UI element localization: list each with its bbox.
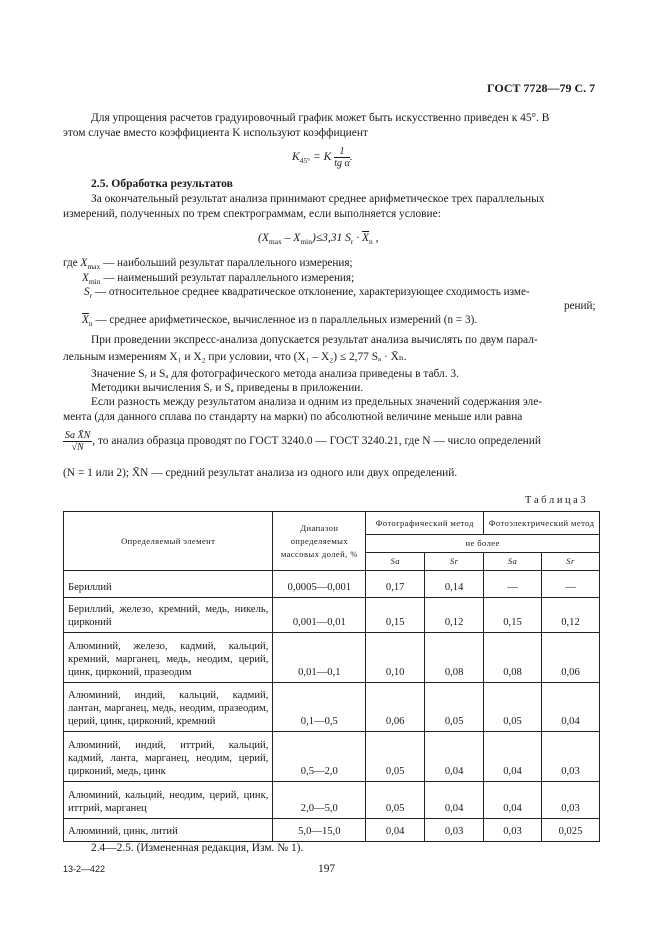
formula-k45-eq: = K <box>313 151 332 164</box>
row-range: 0,001—0,01 <box>273 598 366 633</box>
formula-condition-minus: – X <box>281 232 301 244</box>
row-element: Алюминий, кальций, неодим, церий, цинк, иттрий, марганец <box>64 782 273 819</box>
row-sa-photoel: 0,05 <box>484 683 542 732</box>
def-sr <box>84 285 600 303</box>
row-sr-photo: 0,04 <box>425 782 484 819</box>
row-sr-photoel: 0,04 <box>541 683 599 732</box>
formula-k45-fraction <box>334 146 350 169</box>
row-range: 0,01—0,1 <box>273 633 366 683</box>
col-range-header: Диапазон определяемых массовых долей, % <box>273 512 366 571</box>
col-sr-photoel: Sr <box>541 553 599 571</box>
formula-k45-lhs: K <box>292 151 300 164</box>
intro-line-2: этом случае вместо коэффициента K используют коэффициент <box>63 127 368 139</box>
row-sa-photoel: 0,03 <box>484 819 542 842</box>
row-sa-photo: 0,06 <box>366 683 425 732</box>
printer-code: 13-2—422 <box>63 864 106 874</box>
def-xmax-sub: max <box>87 262 101 271</box>
difference-line-4: (N = 1 или 2); X̄N — средний результат анализа из одного или двух определений. <box>63 467 458 479</box>
row-sa-photoel: 0,08 <box>484 633 542 683</box>
running-head: ГОСТ 7728—79 С. 7 <box>487 81 596 95</box>
formula-condition-dot: · <box>353 232 363 244</box>
def-xn <box>82 313 477 331</box>
def-sr-symbol: S <box>84 286 90 298</box>
row-sr-photo: 0,03 <box>425 819 484 842</box>
row-sr-photoel: 0,12 <box>541 598 599 633</box>
express-line-2: лельным измерениям X₁ и X₂ при условии, что (X₁ – X₂) ≤ 2,77 Sₐ · X̄ₙ. <box>63 351 407 363</box>
row-sr-photo: 0,14 <box>425 571 484 598</box>
formula-k45-sub: 45° <box>299 156 311 166</box>
col-element-header: Определяемый элемент <box>64 512 273 571</box>
col-sa-photoel: Sa <box>484 553 542 571</box>
table-row <box>64 819 600 842</box>
row-element: Алюминий, железо, кадмий, кальций, кремний, марганец, медь, неодим, церий, цинк, цирконий, празеодим <box>64 633 273 683</box>
formula-condition-min: min <box>300 237 312 246</box>
express-line-1: При проведении экспресс-анализа допускается результат анализа вычислять по двум парал- <box>91 334 538 346</box>
row-sa-photo: 0,05 <box>366 732 425 782</box>
col-photo-header: Фотографический метод <box>366 512 484 535</box>
intro-line-1: Для упрощения расчетов градуировочный график может быть искусственно приведен к 45°. В <box>91 112 550 124</box>
row-sa-photo: 0,17 <box>366 571 425 598</box>
row-sr-photoel: — <box>541 571 599 598</box>
row-element: Алюминий, индий, кальций, кадмий, лантан, марганец, медь, неодим, празеодим, церий, цинк, цирконий, кремний <box>64 683 273 732</box>
row-element: Алюминий, индий, иттрий, кальций, кадмий, ланта, марганец, неодим, церий, цирконий, медь, цинк <box>64 732 273 782</box>
row-sa-photo: 0,15 <box>366 598 425 633</box>
row-sr-photoel: 0,025 <box>541 819 599 842</box>
def-sr-text-1: — относительное среднее квадратическое отклонение, характеризующее сходимость изме- <box>94 286 530 298</box>
row-sa-photoel: 0,04 <box>484 732 542 782</box>
table-row <box>64 782 600 819</box>
col-sa-photo: Sa <box>366 553 425 571</box>
row-range: 0,0005—0,001 <box>273 571 366 598</box>
difference-line-2: мента (для данного сплава по стандарту на марки) по абсолютной величине меньше или равна <box>63 411 523 423</box>
section-p1-line-2: измерений, полученных по трем спектрограммам, если выполняется условие: <box>63 208 441 220</box>
def-xmax-symbol: X <box>80 257 88 269</box>
row-sr-photoel: 0,03 <box>541 732 599 782</box>
def-where: где <box>63 257 78 269</box>
formula-k45-num: 1 <box>334 146 350 158</box>
def-xmin-text: — наименьший результат параллельного измерения; <box>103 272 355 284</box>
def-sr-text-2: рений; <box>564 300 596 312</box>
difference-line-3-wrap <box>63 430 600 453</box>
def-xn-symbol: $\overline{X}$ <box>82 314 89 326</box>
row-sr-photo: 0,05 <box>425 683 484 732</box>
table-3 <box>63 511 600 842</box>
def-xmin-sub: min <box>88 277 101 286</box>
row-sr-photoel: 0,06 <box>541 633 599 683</box>
row-sa-photo: 0,10 <box>366 633 425 683</box>
row-sr-photoel: 0,03 <box>541 782 599 819</box>
table-row <box>64 633 600 683</box>
formula-condition-max: max <box>268 237 282 246</box>
difference-frac-num: Sa X̄N <box>65 430 91 441</box>
section-p1-line-1: За окончательный результат анализа принимают среднее арифметическое трех параллельных <box>91 193 545 205</box>
def-xn-text: — среднее арифметическое, вычисленное из n параллельных измерений (n = 3). <box>95 314 478 326</box>
row-sr-photo: 0,08 <box>425 633 484 683</box>
row-range: 2,0—5,0 <box>273 782 366 819</box>
col-sr-photo: Sr <box>425 553 484 571</box>
row-element: Бериллий <box>64 571 273 598</box>
not-more-header: не более <box>366 535 600 553</box>
formula-k45 <box>292 146 353 169</box>
difference-line-1: Если разность между результатом анализа и одним из предельных значений содержания эле- <box>91 396 543 408</box>
table-row <box>64 683 600 732</box>
values-note: Значение Sᵣ и Sₐ для фотографического метода анализа приведены в табл. 3. <box>91 368 459 380</box>
formula-condition-xbar: $\overline{X}$ <box>362 232 370 244</box>
row-element: Бериллий, железо, кремний, медь, никель, цирконий <box>64 598 273 633</box>
table-row <box>64 598 600 633</box>
def-sr-sub: r <box>89 291 93 300</box>
row-range: 0,5—2,0 <box>273 732 366 782</box>
table-row <box>64 571 600 598</box>
formula-condition-end: , <box>372 232 379 244</box>
methods-note: Методики вычисления Sᵣ и Sₐ приведены в приложении. <box>91 382 364 394</box>
col-photoel-header: Фотоэлектрический метод <box>484 512 600 535</box>
formula-k45-end: . <box>349 151 353 164</box>
difference-frac-den: √N <box>71 442 84 453</box>
row-sr-photo: 0,12 <box>425 598 484 633</box>
def-xmin-symbol: X <box>82 272 89 284</box>
formula-condition-open: (X <box>258 232 269 244</box>
def-xn-sub: n <box>88 319 93 328</box>
formula-k45-den: tg α <box>334 158 350 169</box>
row-range: 5,0—15,0 <box>273 819 366 842</box>
row-sa-photoel: 0,04 <box>484 782 542 819</box>
difference-fraction <box>63 430 92 453</box>
formula-condition-r: r <box>350 237 354 246</box>
table-row <box>64 732 600 782</box>
row-sr-photo: 0,04 <box>425 732 484 782</box>
amendment-footnote: 2.4—2.5. (Измененная редакция, Изм. № 1). <box>91 842 304 854</box>
page-number: 197 <box>318 863 336 875</box>
row-sa-photo: 0,05 <box>366 782 425 819</box>
row-sa-photoel: — <box>484 571 542 598</box>
formula-condition-close: )≤3,31 S <box>311 232 351 244</box>
row-range: 0,1—0,5 <box>273 683 366 732</box>
difference-line-3: , то анализ образца проводят по ГОСТ 3240.0 — ГОСТ 3240.21, где N — число определений <box>92 435 541 448</box>
row-sa-photoel: 0,15 <box>484 598 542 633</box>
formula-condition <box>258 232 379 246</box>
def-xmax-text: — наибольший результат параллельного измерения; <box>103 257 353 269</box>
formula-condition-n: n <box>369 237 373 246</box>
table-caption: Т а б л и ц а 3 <box>525 495 586 506</box>
row-element: Алюминий, цинк, литий <box>64 819 273 842</box>
section-title: 2.5. Обработка результатов <box>91 177 233 190</box>
row-sa-photo: 0,04 <box>366 819 425 842</box>
